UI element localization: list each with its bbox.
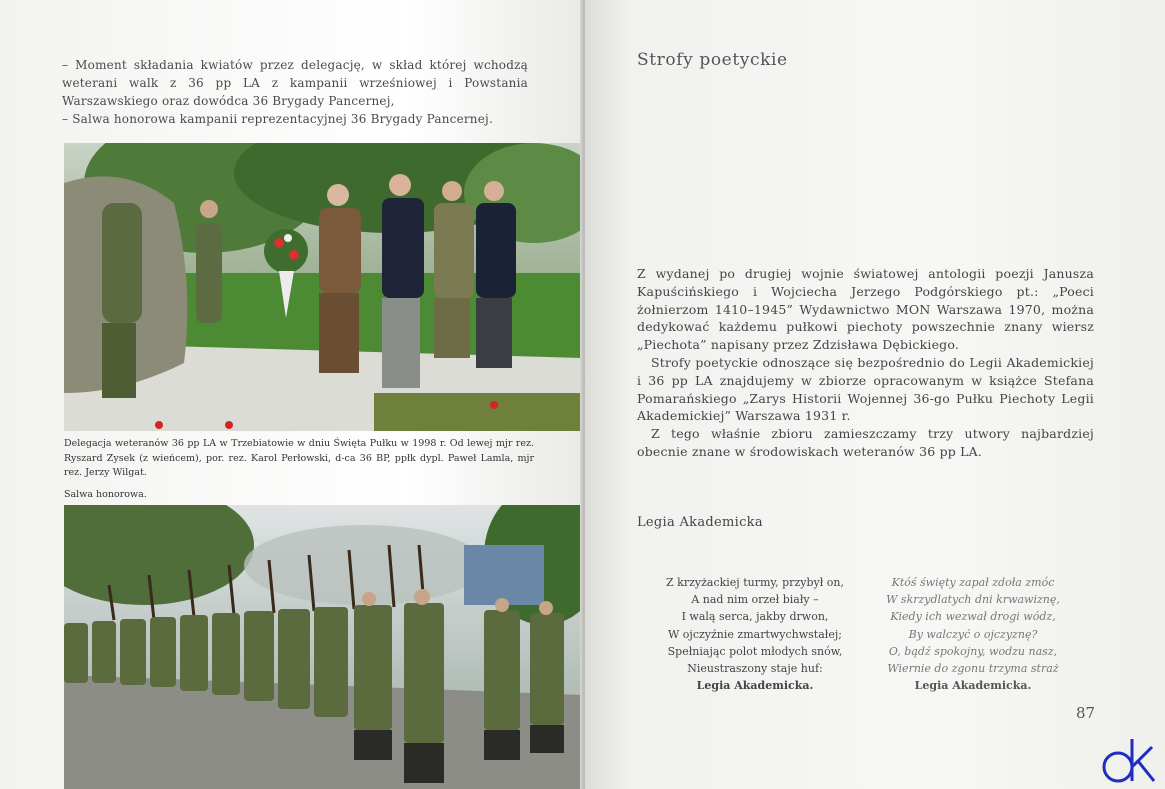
top-caption-line-2: – Salwa honorowa kampanii reprezentacyjnej 36 Brygady Pancernej. xyxy=(62,112,493,126)
dk-logo-icon xyxy=(1098,735,1156,785)
stanza-2-line: By walczyć o ojczyznę? xyxy=(908,627,1038,641)
top-caption-line-1: – Moment składania kwiatów przez delegację, w skład której wchodzą weterani walk z 36 pp LA z kampanii wrześniowej i Powstania Warszawskiego oraz dowódca 36 Brygady Pancernej, xyxy=(62,58,528,108)
stanza-1-line: Nieustraszony staje huf: xyxy=(687,662,823,676)
photo-flower-delegation-caption: Delegacja weteranów 36 pp LA w Trzebiatowie w dniu Święta Pułku w 1998 r. Od lewej mjr rez. Ryszard Zysek (z wieńcem), por. rez. Karol Perłowski, d-ca 36 BP, ppłk dypl. Paweł Lamla, mjr rez. Jerzy Wilgat. xyxy=(64,438,534,478)
stanza-1-line: Z krzyżackiej turmy, przybył on, xyxy=(666,576,844,589)
stanza-1-line: A nad nim orzeł biały – xyxy=(691,593,819,607)
photo-flower-delegation xyxy=(64,143,582,431)
stanza-2-line: Wiernie do zgonu trzyma straż xyxy=(887,662,1059,676)
photo-salute-caption: Salwa honorowa. xyxy=(64,489,147,500)
stanza-2-line: O, bądź spokojny, wodzu nasz, xyxy=(888,644,1058,658)
stanza-2-line: Kiedy ich wezwał drogi wódz, xyxy=(890,610,1056,624)
stanza-2-line: Któś święty zapał zdoła zmóc xyxy=(891,576,1055,589)
body-text xyxy=(637,265,1094,461)
poem-title: Legia Akademicka xyxy=(637,515,763,530)
stanza-2-line: W skrzydlatych dni krwawiznę, xyxy=(886,593,1060,607)
page-number: 87 xyxy=(1076,704,1096,722)
stanza-1-line: Spełniając polot młodych snów, xyxy=(667,644,843,658)
paragraph-3: Z tego właśnie zbioru zamieszczamy trzy utwory najbardziej obecnie znane w środowiskach weteranów 36 pp LA. xyxy=(637,426,1094,459)
photo-flower-delegation-image xyxy=(64,143,582,431)
poem-stanza-2 xyxy=(873,574,1073,694)
stanza-1-line: I walą serca, jakby drwon, xyxy=(681,610,829,624)
chapter-title: Strofy poetyckie xyxy=(637,50,788,70)
top-caption xyxy=(62,56,528,128)
stanza-1-line: W ojczyźnie zmartwychwstałej; xyxy=(668,627,842,641)
photo-honor-salute-image xyxy=(64,505,582,789)
photo-honor-salute xyxy=(64,505,582,789)
paragraph-2: Strofy poetyckie odnoszące się bezpośrednio do Legii Akademickiej i 36 pp LA znajdujemy w zbiorze opracowanym w książce Stefana Pomarańskiego „Zarys Historii Wojennej 36-go Pułku Piechoty Legii Akademickiej” Warszawa 1931 r. xyxy=(637,354,1094,424)
poem-stanza-1 xyxy=(655,574,855,694)
paragraph-1: Z wydanej po drugiej wojnie światowej antologii poezji Janusza Kapuścińskiego i Wojciecha Jerzego Podgórskiego pt.: „Poeci żołnierzom 1410–1945” Wydawnictwo MON Warszawa 1970, można dedykować każdemu pułkowi piechoty powszechnie znany wiersz „Piechota” napisany przez Zdzisława Dębickiego. xyxy=(637,266,1094,353)
stanza-1-refrain: Legia Akademicka. xyxy=(696,679,814,693)
stanza-2-refrain: Legia Akademicka. xyxy=(914,679,1032,693)
